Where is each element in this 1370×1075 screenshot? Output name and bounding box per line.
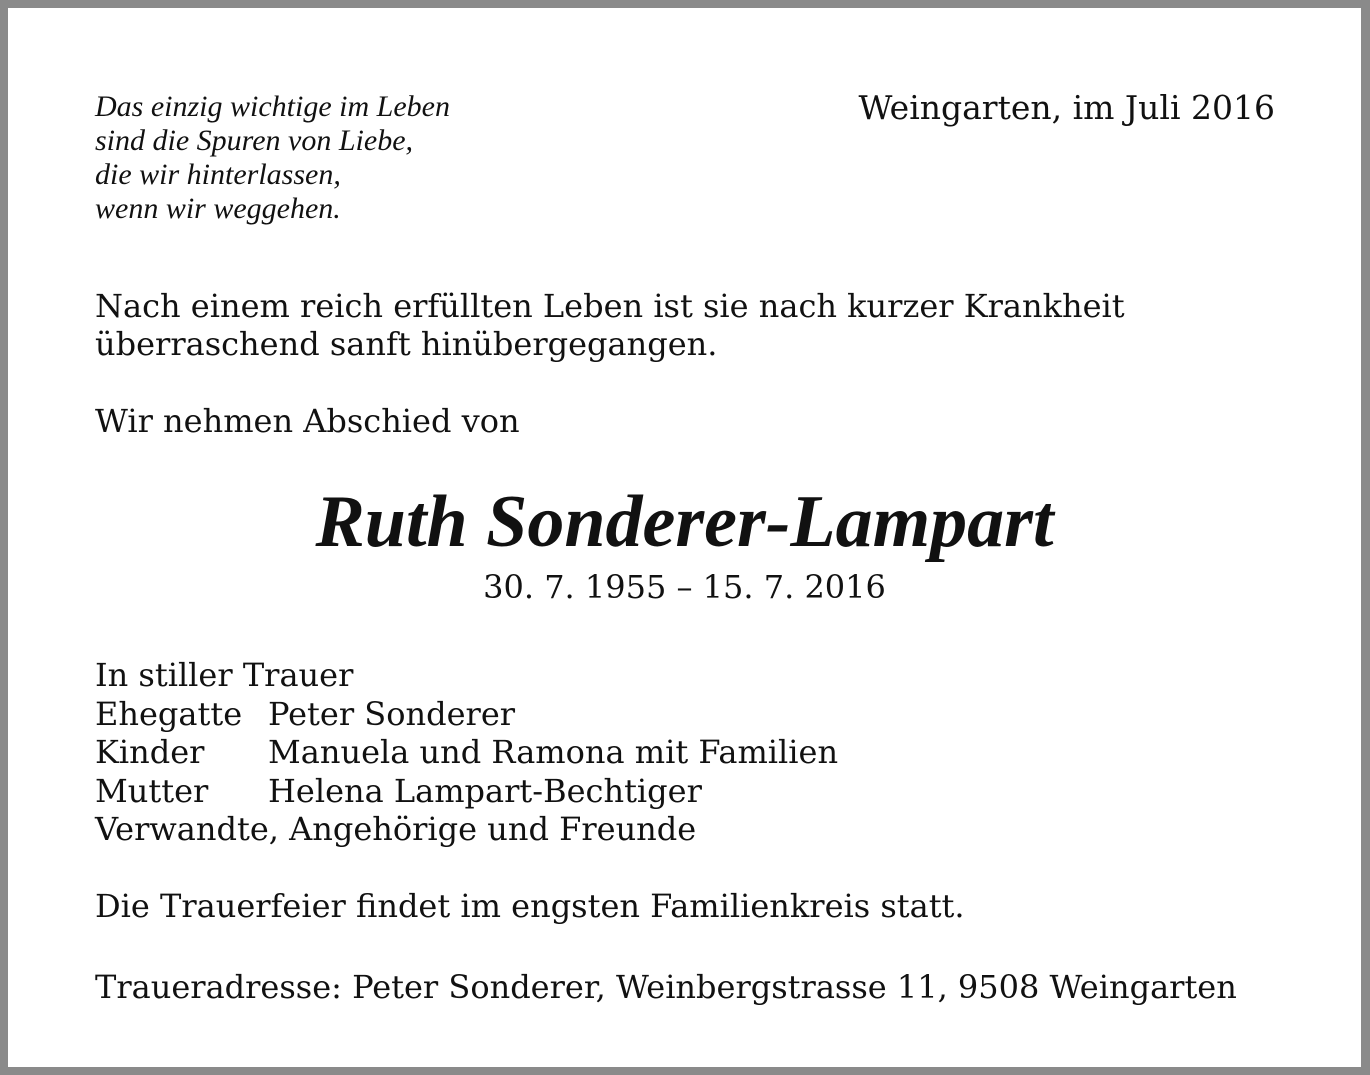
relative-row bbox=[95, 695, 838, 734]
intro-line: Nach einem reich erfüllten Leben ist sie nach kurzer Krankheit bbox=[95, 287, 1125, 325]
relation-label: Mutter bbox=[95, 771, 209, 810]
place-and-date: Weingarten, im Juli 2016 bbox=[858, 88, 1275, 127]
life-dates: 30. 7. 1955 – 15. 7. 2016 bbox=[483, 568, 886, 606]
other-mourners: Verwandte, Angehörige und Freunde bbox=[95, 810, 697, 848]
relation-label: Kinder bbox=[95, 733, 205, 771]
motto-line: Das einzig wichtige im Leben bbox=[95, 90, 450, 123]
ceremony-note: Die Trauerfeier findet im engsten Familienkreis statt. bbox=[95, 887, 965, 925]
relation-label: Ehegatte bbox=[95, 694, 243, 733]
intro-line: überraschend sanft hinübergegangen. bbox=[95, 325, 718, 363]
relative-names: Manuela und Ramona mit Familien bbox=[268, 733, 839, 771]
mourning-address: Traueradresse: Peter Sonderer, Weinbergstrasse 11, 9508 Weingarten bbox=[95, 968, 1237, 1006]
intro-paragraph bbox=[95, 287, 1125, 363]
motto-line: die wir hinterlassen, bbox=[95, 158, 341, 191]
mourners-list bbox=[95, 656, 838, 849]
relative-names: Helena Lampart-Bechtiger bbox=[268, 771, 702, 810]
deceased-name: Ruth Sonderer-Lampart bbox=[315, 481, 1054, 563]
obituary-page bbox=[8, 8, 1361, 1067]
relative-row bbox=[95, 772, 838, 811]
mourning-heading: In stiller Trauer bbox=[95, 656, 354, 694]
motto-line: wenn wir weggehen. bbox=[95, 192, 341, 225]
motto-quote bbox=[95, 90, 450, 226]
farewell-line: Wir nehmen Abschied von bbox=[95, 402, 520, 440]
relative-names: Peter Sonderer bbox=[268, 694, 516, 733]
motto-line: sind die Spuren von Liebe, bbox=[95, 124, 414, 157]
relative-row bbox=[95, 733, 838, 772]
